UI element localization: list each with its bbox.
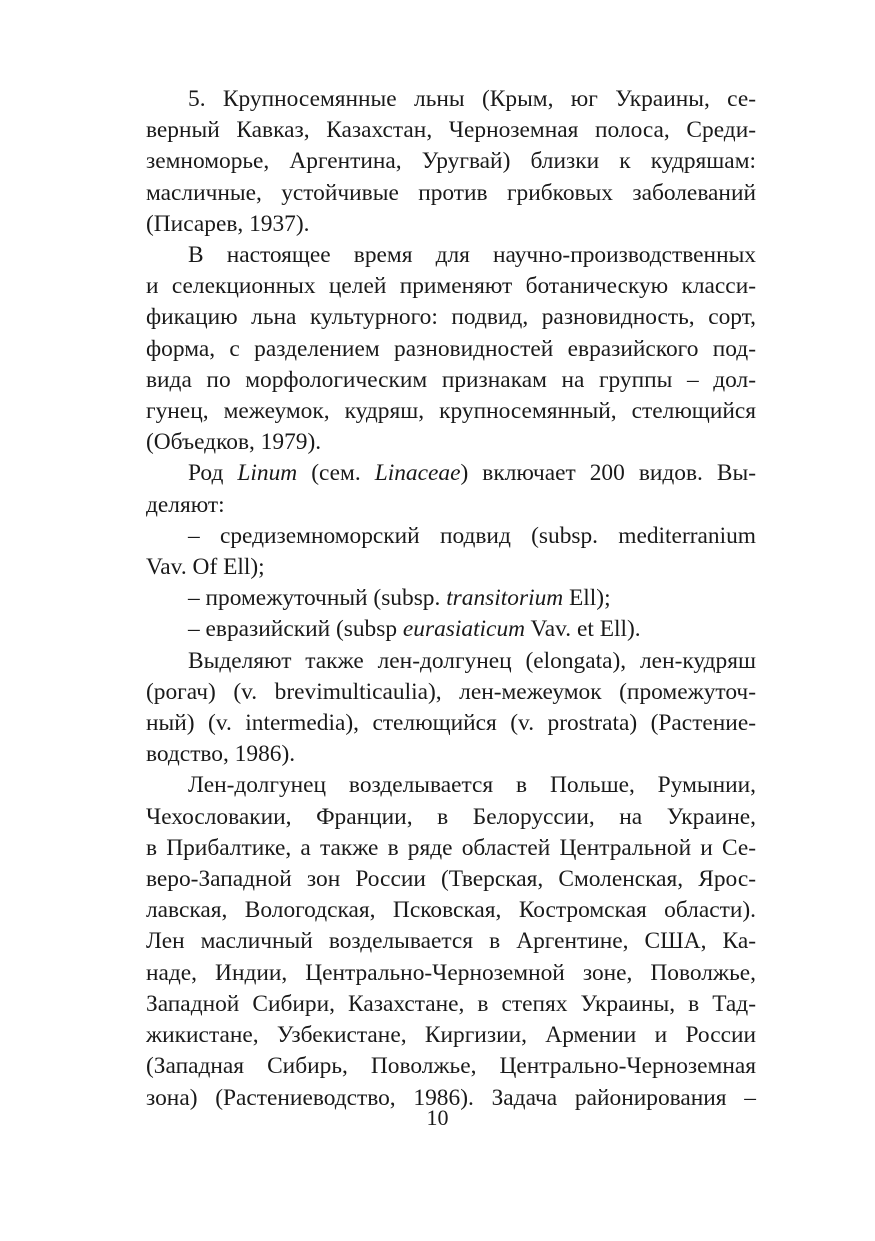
paragraph-cultivation-regions — [146, 770, 756, 1113]
document-body — [146, 84, 756, 1114]
genus-name: Linum — [237, 460, 298, 487]
text-line: наде, Индии, Центрально-Черноземной зоне, Поволжье, — [146, 959, 756, 986]
text-line: масличные, устойчивые против грибковых заболеваний — [146, 179, 756, 206]
text-line: Чехословакии, Франции, в Белоруссии, на Украине, — [146, 803, 756, 830]
text-line: (Писарев, 1937). — [146, 210, 310, 237]
text-fragment: – промежуточный (subsp. — [188, 585, 447, 612]
text-line: Vav. Of Ell); — [146, 554, 265, 581]
text-line: гунец, межеумок, кудряш, крупносемянный, стелющийся — [146, 398, 756, 425]
text-fragment: ) включает 200 видов. Вы- — [460, 460, 757, 487]
text-line: лавская, Вологодская, Псковская, Костромская области). — [146, 897, 756, 924]
text-line: Лен-долгунец возделывается в Польше, Румынии, — [188, 772, 756, 799]
text-line: Лен масличный возделывается в Аргентине, США, Ка- — [146, 928, 756, 955]
text-line: деляют: — [146, 491, 225, 518]
list-item-transitional — [146, 583, 756, 614]
subspecies-name: eurasiaticum — [402, 616, 526, 643]
text-line: – средиземноморский подвид (subsp. mediterranium — [188, 522, 756, 549]
page-number: 10 — [426, 1105, 449, 1130]
text-line — [146, 614, 756, 645]
subspecies-name: transitorium — [446, 585, 564, 612]
text-line: земноморье, Аргентина, Уругвай) близки к кудряшам: — [146, 148, 756, 175]
text-line: фикацию льна культурного: подвид, разновидность, сорт, — [146, 304, 756, 331]
text-fragment: Vav. et Ell). — [525, 616, 641, 643]
text-line: вида по морфологическим признакам на группы – дол- — [146, 366, 756, 393]
text-line: водство, 1986). — [146, 741, 296, 768]
text-line: ный) (v. intermedia), стелющийся (v. prostrata) (Растение- — [146, 710, 756, 737]
text-line: (Западная Сибирь, Поволжье, Центрально-Черноземная — [146, 1053, 756, 1080]
paragraph-varieties — [146, 646, 756, 771]
text-line: 5. Крупносемянные льны (Крым, юг Украины, се- — [188, 86, 756, 112]
list-item-eurasian — [146, 614, 756, 645]
text-line — [146, 458, 756, 489]
text-line: В настоящее время для научно-производственных — [188, 242, 756, 269]
list-item-mediterranean — [146, 521, 756, 583]
text-line: жикистане, Узбекистане, Киргизии, Армении и России — [146, 1022, 756, 1049]
text-line: верный Кавказ, Казахстан, Черноземная полоса, Среди- — [146, 117, 756, 144]
text-line: (Объедков, 1979). — [146, 429, 322, 456]
text-fragment: Ell); — [563, 585, 611, 612]
paragraph-genus-linum — [146, 458, 756, 520]
text-line: веро-Западной зон России (Тверская, Смоленская, Ярос- — [146, 866, 756, 893]
text-line: в Прибалтике, а также в ряде областей Центральной и Се- — [146, 834, 756, 861]
text-fragment: Род — [188, 460, 238, 487]
text-fragment: (сем. — [297, 460, 375, 487]
text-line: форма, с разделением разновидностей евразийского под- — [146, 335, 756, 362]
family-name: Linaceae — [374, 460, 461, 487]
text-line — [146, 583, 756, 614]
text-line: (рогач) (v. brevimulticaulia), лен-межеумок (промежуточ- — [146, 678, 756, 705]
text-line: Выделяют также лен-долгунец (elongata), лен-кудряш — [188, 647, 756, 674]
paragraph-large-seeded-flax — [146, 84, 756, 240]
text-line: и селекционных целей применяют ботаническую класси- — [146, 273, 756, 300]
text-line: Западной Сибири, Казахстане, в степях Украины, в Тад- — [146, 990, 756, 1017]
text-fragment: – евразийский (subsp — [188, 616, 403, 643]
paragraph-classification — [146, 240, 756, 458]
text-line: зона) (Растениеводство, 1986). Задача районирования – — [146, 1084, 756, 1111]
